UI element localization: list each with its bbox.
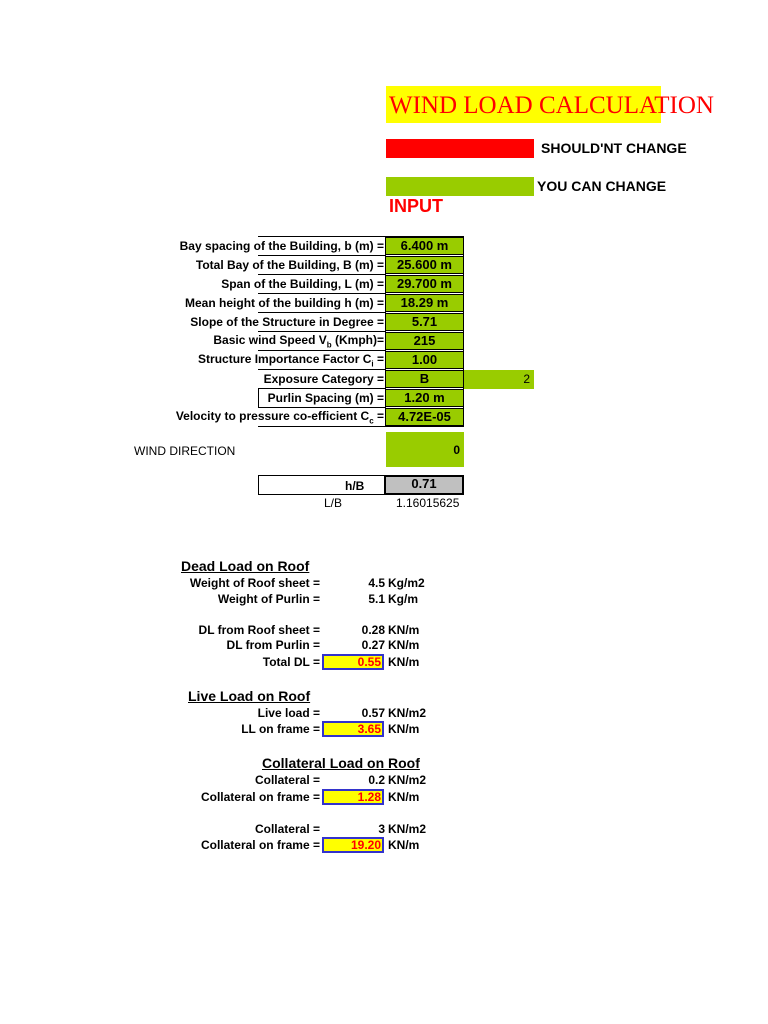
row-underline bbox=[258, 388, 385, 389]
total-dl-label: Total DL = bbox=[262, 655, 320, 669]
row-underline bbox=[258, 255, 385, 256]
ll-frame-unit: KN/m bbox=[388, 722, 420, 736]
input-importance-factor[interactable]: 1.00 bbox=[385, 351, 464, 369]
label-text: = bbox=[373, 352, 384, 366]
collateral-frame-1-value: 1.28 bbox=[322, 789, 384, 805]
collateral-2-unit: KN/m2 bbox=[388, 822, 427, 836]
roof-sheet-weight-unit: Kg/m2 bbox=[388, 576, 425, 590]
collateral-2-value: 3 bbox=[378, 822, 385, 836]
lb-label: L/B bbox=[324, 496, 343, 510]
row-left-border bbox=[258, 389, 259, 408]
collateral-1-unit: KN/m2 bbox=[388, 773, 427, 787]
input-span[interactable]: 29.700 m bbox=[385, 275, 464, 293]
input-exposure-category[interactable]: B bbox=[385, 370, 464, 388]
dl-roof-sheet-label: DL from Roof sheet = bbox=[198, 623, 320, 637]
hb-value: 0.71 bbox=[384, 475, 464, 495]
collateral-frame-1-unit: KN/m bbox=[388, 790, 420, 804]
collateral-frame-1-label: Collateral on frame = bbox=[200, 790, 320, 804]
input-label-purlin-spacing: Purlin Spacing (m) = bbox=[267, 391, 384, 405]
ll-frame-value: 3.65 bbox=[322, 721, 384, 737]
input-label-importance-factor bbox=[4, 352, 384, 368]
roof-sheet-weight-value: 4.5 bbox=[368, 576, 385, 590]
live-load-value: 0.57 bbox=[361, 706, 385, 720]
label-text: (Kmph)= bbox=[331, 333, 384, 347]
input-label-total-bay: Total Bay of the Building, B (m) = bbox=[195, 258, 384, 272]
row-underline bbox=[258, 369, 385, 370]
legend-red-swatch bbox=[386, 139, 534, 158]
input-label-span: Span of the Building, L (m) = bbox=[221, 277, 384, 291]
input-label-wind-speed bbox=[4, 333, 384, 349]
live-load-unit: KN/m2 bbox=[388, 706, 427, 720]
input-velocity-coefficient[interactable]: 4.72E-05 bbox=[385, 408, 464, 426]
hb-label-box bbox=[258, 475, 385, 495]
legend-green-swatch bbox=[386, 177, 534, 196]
row-underline bbox=[258, 274, 385, 275]
collateral-frame-2-unit: KN/m bbox=[388, 838, 420, 852]
purlin-weight-label: Weight of Purlin = bbox=[217, 592, 320, 606]
label-subscript: c bbox=[369, 416, 374, 426]
collateral-2-label: Collateral = bbox=[254, 822, 320, 836]
input-label-bay-spacing: Bay spacing of the Building, b (m) = bbox=[179, 239, 384, 253]
wind-direction-label: WIND DIRECTION bbox=[134, 444, 236, 458]
dl-purlin-unit: KN/m bbox=[388, 638, 420, 652]
label-subscript: i bbox=[371, 359, 374, 369]
roof-sheet-weight-label: Weight of Roof sheet = bbox=[189, 576, 320, 590]
row-underline bbox=[258, 407, 385, 408]
input-label-mean-height: Mean height of the building h (m) = bbox=[185, 296, 384, 310]
collateral-frame-2-label: Collateral on frame = bbox=[200, 838, 320, 852]
dl-roof-sheet-unit: KN/m bbox=[388, 623, 420, 637]
input-label-exposure: Exposure Category = bbox=[263, 372, 384, 386]
dl-purlin-value: 0.27 bbox=[361, 638, 385, 652]
collateral-1-value: 0.2 bbox=[368, 773, 385, 787]
input-wind-speed[interactable]: 215 bbox=[385, 332, 464, 350]
lb-value: 1.16015625 bbox=[396, 496, 460, 510]
input-total-bay[interactable]: 25.600 m bbox=[385, 256, 464, 274]
collateral-frame-2-value: 19.20 bbox=[322, 837, 384, 853]
input-purlin-spacing[interactable]: 1.20 m bbox=[385, 389, 464, 407]
input-label-velocity-coefficient bbox=[4, 409, 384, 425]
label-text: Structure Importance Factor C bbox=[198, 352, 372, 366]
input-slope[interactable]: 5.71 bbox=[385, 313, 464, 331]
dl-roof-sheet-value: 0.28 bbox=[361, 623, 385, 637]
page-title: WIND LOAD CALCULATION bbox=[389, 92, 714, 119]
purlin-weight-value: 5.1 bbox=[368, 592, 385, 606]
row-underline bbox=[258, 331, 385, 332]
hb-label: h/B bbox=[345, 479, 365, 493]
row-underline bbox=[258, 350, 385, 351]
row-underline bbox=[258, 312, 385, 313]
collateral-load-title: Collateral Load on Roof bbox=[262, 755, 420, 771]
legend-green-label: YOU CAN CHANGE bbox=[537, 178, 667, 194]
input-label-slope: Slope of the Structure in Degree = bbox=[190, 315, 384, 329]
exposure-code: 2 bbox=[464, 370, 534, 389]
collateral-1-label: Collateral = bbox=[254, 773, 320, 787]
wind-direction-input[interactable]: 0 bbox=[386, 432, 464, 467]
label-subscript: b bbox=[326, 340, 332, 350]
input-bay-spacing[interactable]: 6.400 m bbox=[385, 237, 464, 255]
purlin-weight-unit: Kg/m bbox=[388, 592, 418, 606]
input-mean-height[interactable]: 18.29 m bbox=[385, 294, 464, 312]
dl-purlin-label: DL from Purlin = bbox=[226, 638, 320, 652]
total-dl-value: 0.55 bbox=[322, 654, 384, 670]
row-underline bbox=[258, 426, 464, 427]
legend-red-label: SHOULD'NT CHANGE bbox=[541, 140, 687, 156]
label-text: Velocity to pressure co-efficient C bbox=[175, 409, 370, 423]
row-underline bbox=[258, 293, 385, 294]
label-text: Basic wind Speed V bbox=[213, 333, 327, 347]
live-load-label: Live load = bbox=[257, 706, 320, 720]
live-load-title: Live Load on Roof bbox=[188, 688, 311, 704]
ll-frame-label: LL on frame = bbox=[241, 722, 320, 736]
input-heading: INPUT bbox=[389, 196, 443, 216]
total-dl-unit: KN/m bbox=[388, 655, 420, 669]
dead-load-title: Dead Load on Roof bbox=[181, 558, 310, 574]
label-text: = bbox=[373, 409, 384, 423]
